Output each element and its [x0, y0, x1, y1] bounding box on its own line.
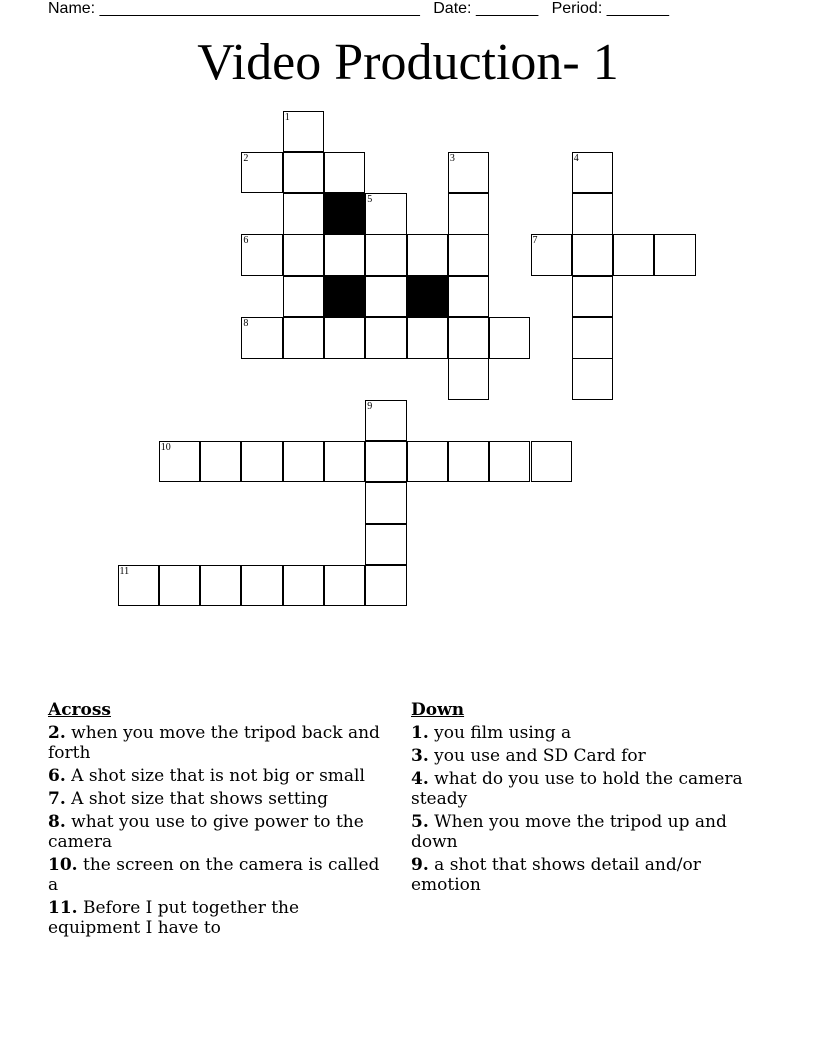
letter-square[interactable]	[654, 234, 695, 276]
across-heading: Across	[48, 700, 111, 720]
clue-number-label: 6	[243, 235, 249, 247]
letter-square[interactable]	[324, 152, 365, 194]
letter-square[interactable]	[241, 317, 282, 359]
clue-text: a shot that shows detail and/or emotion	[411, 855, 701, 895]
letter-square[interactable]	[365, 317, 406, 359]
clue-number: 9.	[411, 855, 429, 875]
across-clue	[48, 723, 388, 763]
clue-text: you use and SD Card for	[428, 746, 646, 766]
letter-square[interactable]	[200, 441, 241, 483]
letter-square[interactable]	[283, 234, 324, 276]
clue-number: 2.	[48, 723, 66, 743]
letter-square[interactable]	[489, 441, 530, 483]
letter-square[interactable]	[283, 441, 324, 483]
letter-square[interactable]	[241, 441, 282, 483]
clue-number-label: 10	[160, 441, 171, 453]
letter-square[interactable]	[365, 524, 406, 566]
page-title: Video Production- 1	[197, 34, 619, 91]
blocked-square	[324, 276, 365, 318]
clue-number: 6.	[48, 766, 66, 786]
letter-square[interactable]	[572, 193, 613, 235]
letter-square[interactable]	[324, 234, 365, 276]
name-date-period-line: Name: ____________________________________ Date: _______ Period: _______	[48, 0, 669, 17]
letter-square[interactable]	[241, 234, 282, 276]
letter-square[interactable]	[365, 400, 406, 442]
letter-square[interactable]	[407, 317, 448, 359]
letter-square[interactable]	[365, 276, 406, 318]
clue-number: 5.	[411, 812, 429, 832]
letter-square[interactable]	[572, 276, 613, 318]
letter-square[interactable]	[283, 276, 324, 318]
letter-square[interactable]	[448, 152, 489, 194]
letter-square[interactable]	[283, 111, 324, 153]
clue-number-label: 7	[532, 235, 538, 247]
clue-number-label: 2	[243, 152, 249, 164]
across-clue	[48, 766, 388, 786]
clue-number-label: 11	[119, 565, 130, 577]
clue-text: When you move the tripod up and down	[411, 812, 727, 852]
letter-square[interactable]	[448, 276, 489, 318]
down-clue	[411, 769, 751, 809]
letter-square[interactable]	[283, 193, 324, 235]
letter-square[interactable]	[118, 565, 159, 607]
letter-square[interactable]	[448, 234, 489, 276]
across-clue	[48, 855, 388, 895]
letter-square[interactable]	[448, 317, 489, 359]
letter-square[interactable]	[365, 193, 406, 235]
clue-number: 3.	[411, 746, 429, 766]
letter-square[interactable]	[283, 317, 324, 359]
clue-number: 4.	[411, 769, 429, 789]
letter-square[interactable]	[531, 234, 572, 276]
letter-square[interactable]	[407, 441, 448, 483]
letter-square[interactable]	[448, 193, 489, 235]
letter-square[interactable]	[324, 565, 365, 607]
clue-number-label: 9	[367, 400, 373, 412]
letter-square[interactable]	[572, 317, 613, 359]
clue-text: Before I put together the equipment I have to	[48, 898, 300, 938]
letter-square[interactable]	[448, 358, 489, 400]
clue-number: 1.	[411, 723, 429, 743]
clue-number-label: 8	[243, 318, 249, 329]
letter-square[interactable]	[365, 565, 406, 607]
letter-square[interactable]	[241, 152, 282, 194]
clue-number: 7.	[48, 789, 66, 809]
letter-square[interactable]	[324, 317, 365, 359]
clue-number-label: 5	[367, 194, 373, 206]
across-clue	[48, 789, 388, 809]
blocked-square	[324, 193, 365, 235]
letter-square[interactable]	[407, 234, 448, 276]
clue-number: 10.	[48, 855, 78, 875]
clue-text: A shot size that shows setting	[65, 789, 329, 809]
down-heading: Down	[411, 700, 465, 720]
letter-square[interactable]	[324, 441, 365, 483]
letter-square[interactable]	[241, 565, 282, 607]
letter-square[interactable]	[365, 441, 406, 483]
clue-text: you film using a	[428, 723, 572, 743]
letter-square[interactable]	[159, 441, 200, 483]
letter-square[interactable]	[572, 358, 613, 400]
clue-text: what do you use to hold the camera steady	[411, 769, 743, 809]
clue-number-label: 4	[573, 152, 579, 164]
down-clue	[411, 723, 751, 743]
blocked-square	[407, 276, 448, 318]
down-clue	[411, 855, 751, 895]
clue-text: A shot size that is not big or small	[65, 766, 365, 786]
letter-square[interactable]	[613, 234, 654, 276]
letter-square[interactable]	[489, 317, 530, 359]
across-clue	[48, 898, 388, 938]
letter-square[interactable]	[200, 565, 241, 607]
clue-number-label: 1	[284, 111, 290, 123]
clue-number-label: 3	[449, 152, 455, 164]
letter-square[interactable]	[159, 565, 200, 607]
down-clues	[411, 700, 751, 898]
across-clues	[48, 700, 388, 941]
letter-square[interactable]	[283, 565, 324, 607]
letter-square[interactable]	[531, 441, 572, 483]
letter-square[interactable]	[572, 152, 613, 194]
clue-text: the screen on the camera is called a	[48, 855, 380, 895]
letter-square[interactable]	[448, 441, 489, 483]
across-clue	[48, 812, 388, 852]
letter-square[interactable]	[365, 482, 406, 524]
letter-square[interactable]	[572, 234, 613, 276]
clue-text: what you use to give power to the camera	[48, 812, 364, 852]
down-clue	[411, 746, 751, 766]
down-clue	[411, 812, 751, 852]
clue-number: 11.	[48, 898, 78, 918]
letter-square[interactable]	[283, 152, 324, 194]
clue-number: 8.	[48, 812, 66, 832]
letter-square[interactable]	[365, 234, 406, 276]
clue-text: when you move the tripod back and forth	[48, 723, 380, 763]
